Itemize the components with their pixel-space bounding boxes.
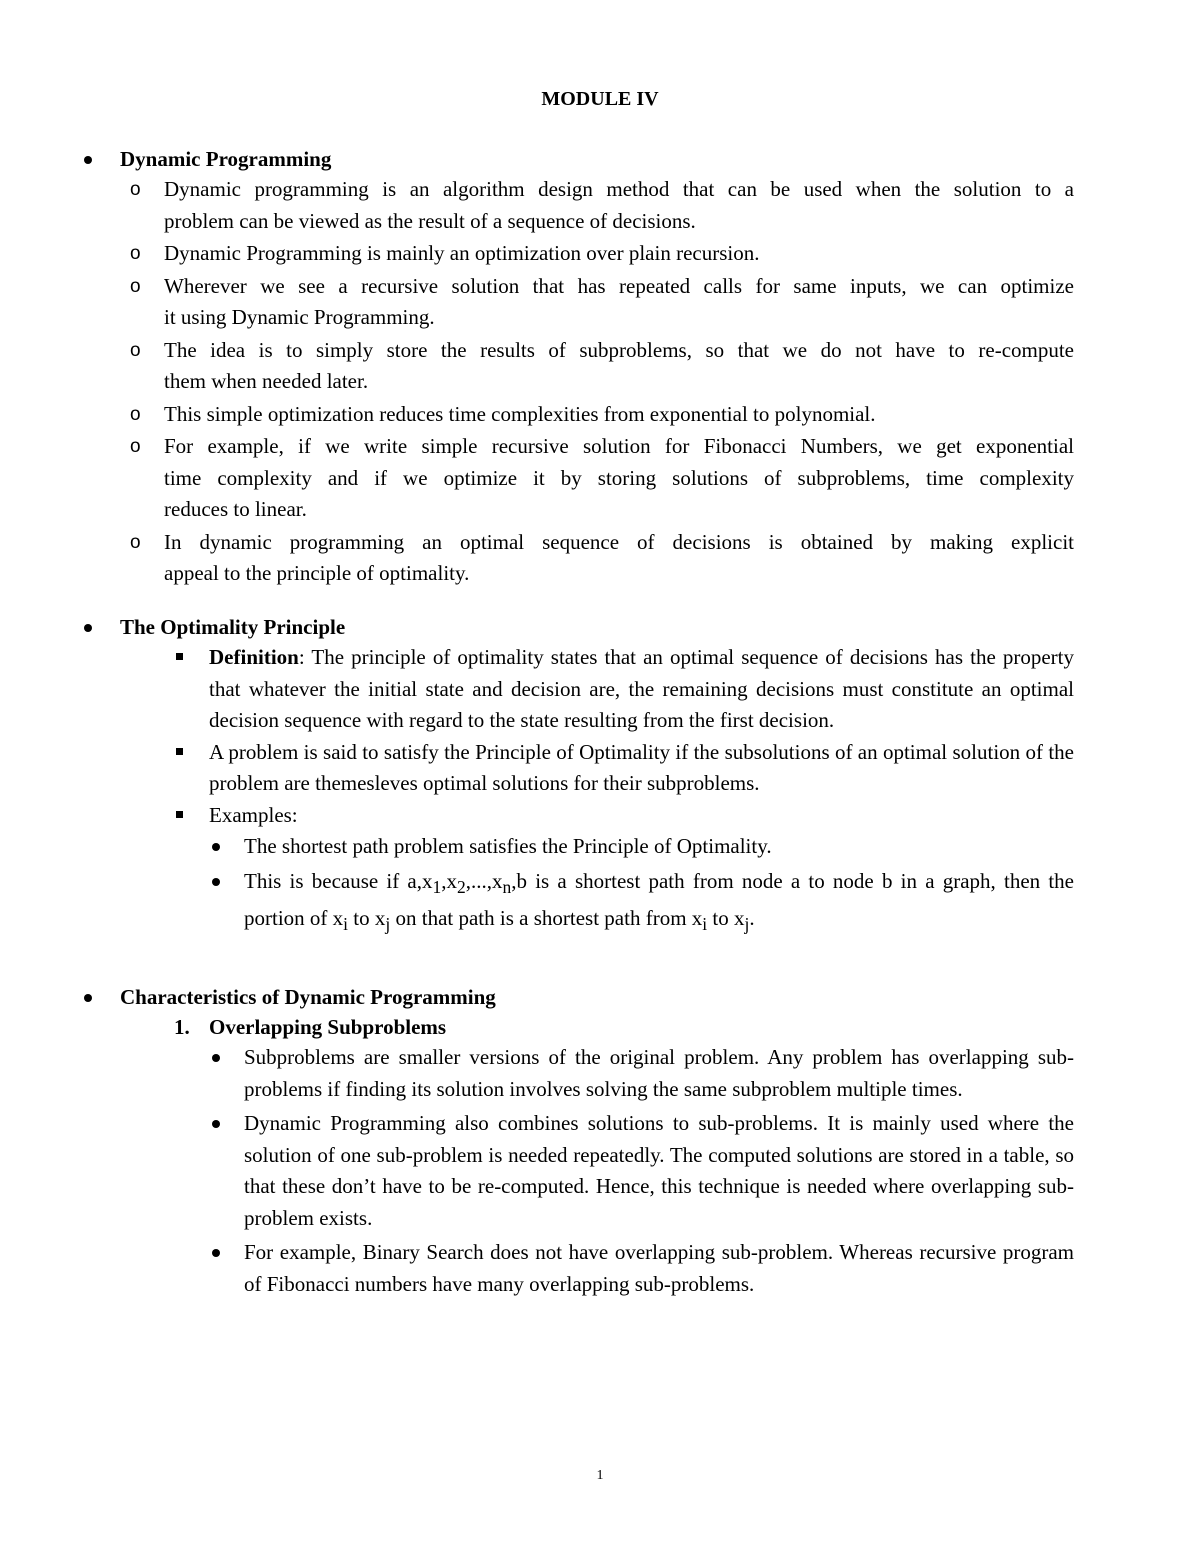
list-item: Dynamic Programming also combines solutions to sub-problems. It is mainly used where the solution of one sub-problem is needed repeatedly. The computed solutions are stored in a table, so that these don’t have to be re-computed. Hence, this technique is needed where overlapping sub-problem exists. (84, 1108, 1074, 1234)
page-number: 1 (596, 1468, 604, 1483)
section-characteristics (84, 982, 1074, 1303)
circle-bullet-icon: o (130, 531, 141, 553)
section-heading: Dynamic Programming (84, 144, 1074, 174)
list-item: o Dynamic programming is an algorithm design method that can be used when the solution to a problem can be viewed as the result of a sequence of decisions. (84, 174, 1074, 237)
bullet-icon (84, 156, 92, 164)
bullet-icon (212, 878, 220, 886)
circle-bullet-icon: o (130, 243, 141, 264)
list-item: A problem is said to satisfy the Principle of Optimality if the subsolutions of an optimal solution of the problem are themesleves optimal solutions for their subproblems. (84, 737, 1074, 800)
page-title: MODULE IV (541, 88, 659, 110)
circle-bullet-icon: o (130, 436, 141, 457)
circle-bullet-icon: o (130, 403, 141, 425)
list-item: Definition: The principle of optimality states that an optimal sequence of decisions has the property that whatever the initial state and decision are, the remaining decisions must constitute an optimal decision sequence with regard to the state resulting from the first decision. (84, 642, 1074, 737)
list-item: o For example, if we write simple recursive solution for Fibonacci Numbers, we get exponential time complexity and if we optimize it by storing solutions of subproblems, time complexity reduces to linear. (84, 431, 1074, 526)
circle-bullet-icon: o (130, 179, 141, 200)
bullet-icon (212, 1054, 220, 1062)
list-item: Subproblems are smaller versions of the original problem. Any problem has overlapping sub-problems if finding its solution involves solving the same subproblem multiple times. (84, 1042, 1074, 1105)
list-item: For example, Binary Search does not have overlapping sub-problem. Whereas recursive program of Fibonacci numbers have many overlapping sub-problems. (84, 1237, 1074, 1300)
list-item: The shortest path problem satisfies the Principle of Optimality. (84, 831, 1074, 863)
list-item: o This simple optimization reduces time complexities from exponential to polynomial. (84, 399, 1074, 431)
circle-bullet-icon: o (130, 339, 141, 361)
section-dynamic-programming (84, 144, 1074, 591)
section-heading: The Optimality Principle (84, 612, 1074, 642)
bullet-icon (212, 1120, 220, 1128)
list-item: o Dynamic Programming is mainly an optimization over plain recursion. (84, 238, 1074, 270)
list-item: o In dynamic programming an optimal sequence of decisions is obtained by making explicit appeal to the principle of optimality. (84, 527, 1074, 590)
square-bullet-icon (176, 811, 183, 818)
bullet-icon (84, 994, 92, 1002)
list-item: o The idea is to simply store the results of subproblems, so that we do not have to re-compute them when needed later. (84, 335, 1074, 398)
section-optimality-principle (84, 612, 1074, 944)
list-item: o Wherever we see a recursive solution that has repeated calls for same inputs, we can optimize it using Dynamic Programming. (84, 271, 1074, 334)
section-heading: Characteristics of Dynamic Programming (84, 982, 1074, 1012)
bullet-icon (84, 624, 92, 632)
list-item: This is because if $a,x_1,x_2,...,x_n,b$ is a shortest path from node a to node b in a graph, then the portion of $x_i$ to $x_j$ on that path is a shortest path from $x_i$ to $x_j$. (84, 866, 1074, 941)
square-bullet-icon (176, 748, 183, 755)
bullet-icon (212, 843, 220, 851)
list-item: Examples: (84, 800, 1074, 832)
square-bullet-icon (176, 653, 183, 660)
circle-bullet-icon: o (130, 275, 141, 297)
bullet-icon (212, 1249, 220, 1257)
subsection-heading: 1. Overlapping Subproblems (174, 1015, 447, 1039)
